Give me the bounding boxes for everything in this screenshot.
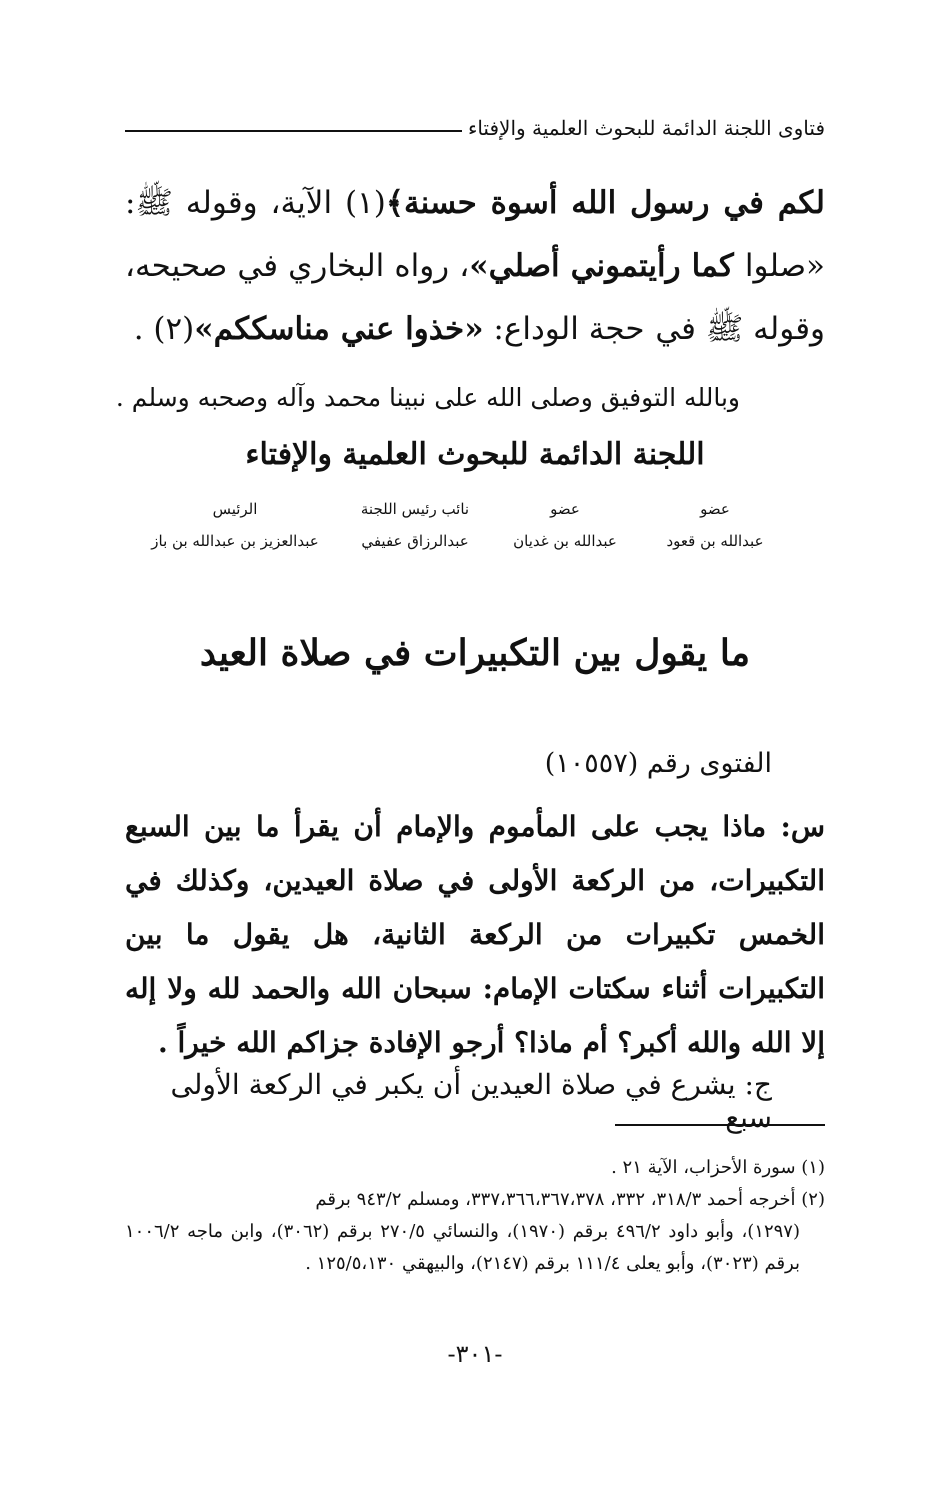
signature-name: عبدالعزيز بن عبدالله بن باز — [151, 532, 319, 550]
question-text: س: ماذا يجب على المأموم والإمام أن يقرأ ما بين السبع التكبيرات، من الركعة الأولى في صلاة العيدين، وكذلك في الخمس تكبيرات من الركعة الثانية، هل يقول ما بين التكبيرات أثناء سكتات الإمام: سبحان الله والحمد لله ولا إله إلا الله والله أكبر؟ أم ماذا؟ أرجو الإفادة جزاكم الله خيراً . — [125, 810, 825, 1059]
signature-role: نائب رئيس اللجنة — [360, 500, 470, 518]
signature-role: عضو — [700, 500, 730, 518]
footnote-2-rest: (١٢٩٧)، وأبو داود ٤٩٦/٢ برقم (١٩٧٠)، والنسائي ٢٧٠/٥ برقم (٣٠٦٢)، وابن ماجه ١٠٠٦/٢ برقم (٣٠٢٣)، وأبو يعلى ١١١/٤ برقم (٢١٤٧)، والبيهقي ١٢٥/٥،١٣٠ . — [125, 1221, 800, 1274]
signature-role: عضو — [550, 500, 580, 518]
header-title: فتاوى اللجنة الدائمة للبحوث العلمية والإفتاء — [467, 116, 825, 140]
footnote-2-first: (٢) أخرجه أحمد ٣١٨/٣، ٣٣٢، ٣٣٧،٣٦٦،٣٦٧،٣٧٨، ومسلم ٩٤٣/٢ برقم — [315, 1189, 825, 1210]
signature-name: عبدالله بن غديان — [513, 532, 617, 550]
signature-block — [130, 500, 790, 550]
quran-quote: لكم في رسول الله أسوة حسنة﴾ — [385, 185, 825, 221]
intro-text-4: (٢) . — [133, 311, 195, 347]
signature-name: عبدالله بن قعود — [666, 532, 764, 550]
footnote-divider — [615, 1124, 825, 1126]
intro-text-2: ، رواه البخاري في صحيحه، وقوله ﷺ في — [125, 248, 825, 347]
answer-text: ج: يشرع في صلاة العيدين أن يكبر في الركعة الأولى سبع — [170, 1068, 772, 1134]
fatwa-number: الفتوى رقم (١٠٥٥٧) — [544, 748, 772, 779]
closing-formula: وبالله التوفيق وصلى الله على نبينا محمد وآله وصحبه وسلم . — [115, 383, 740, 412]
committee-name: اللجنة الدائمة للبحوث العلمية والإفتاء — [245, 437, 705, 472]
hadith-quote-1: كما رأيتموني أصلي» — [469, 248, 734, 284]
footnote-1: (١) سورة الأحزاب، الآية ٢١ . — [611, 1157, 825, 1178]
page-number: -٣٠١- — [447, 1340, 503, 1368]
signature-role: الرئيس — [212, 500, 258, 518]
signature-name: عبدالرزاق عفيفي — [361, 532, 469, 550]
section-title: ما يقول بين التكبيرات في صلاة العيد — [199, 632, 751, 674]
intro-text-1: (١) الآية، وقوله ﷺ: «صلوا — [125, 185, 826, 284]
running-header — [125, 116, 825, 140]
hadith-quote-2: «خذوا عني مناسككم» — [194, 311, 484, 347]
header-rule — [125, 130, 462, 132]
intro-text-3: حجة الوداع: — [483, 311, 645, 347]
footnotes — [125, 1152, 825, 1280]
intro-paragraph — [125, 172, 825, 361]
